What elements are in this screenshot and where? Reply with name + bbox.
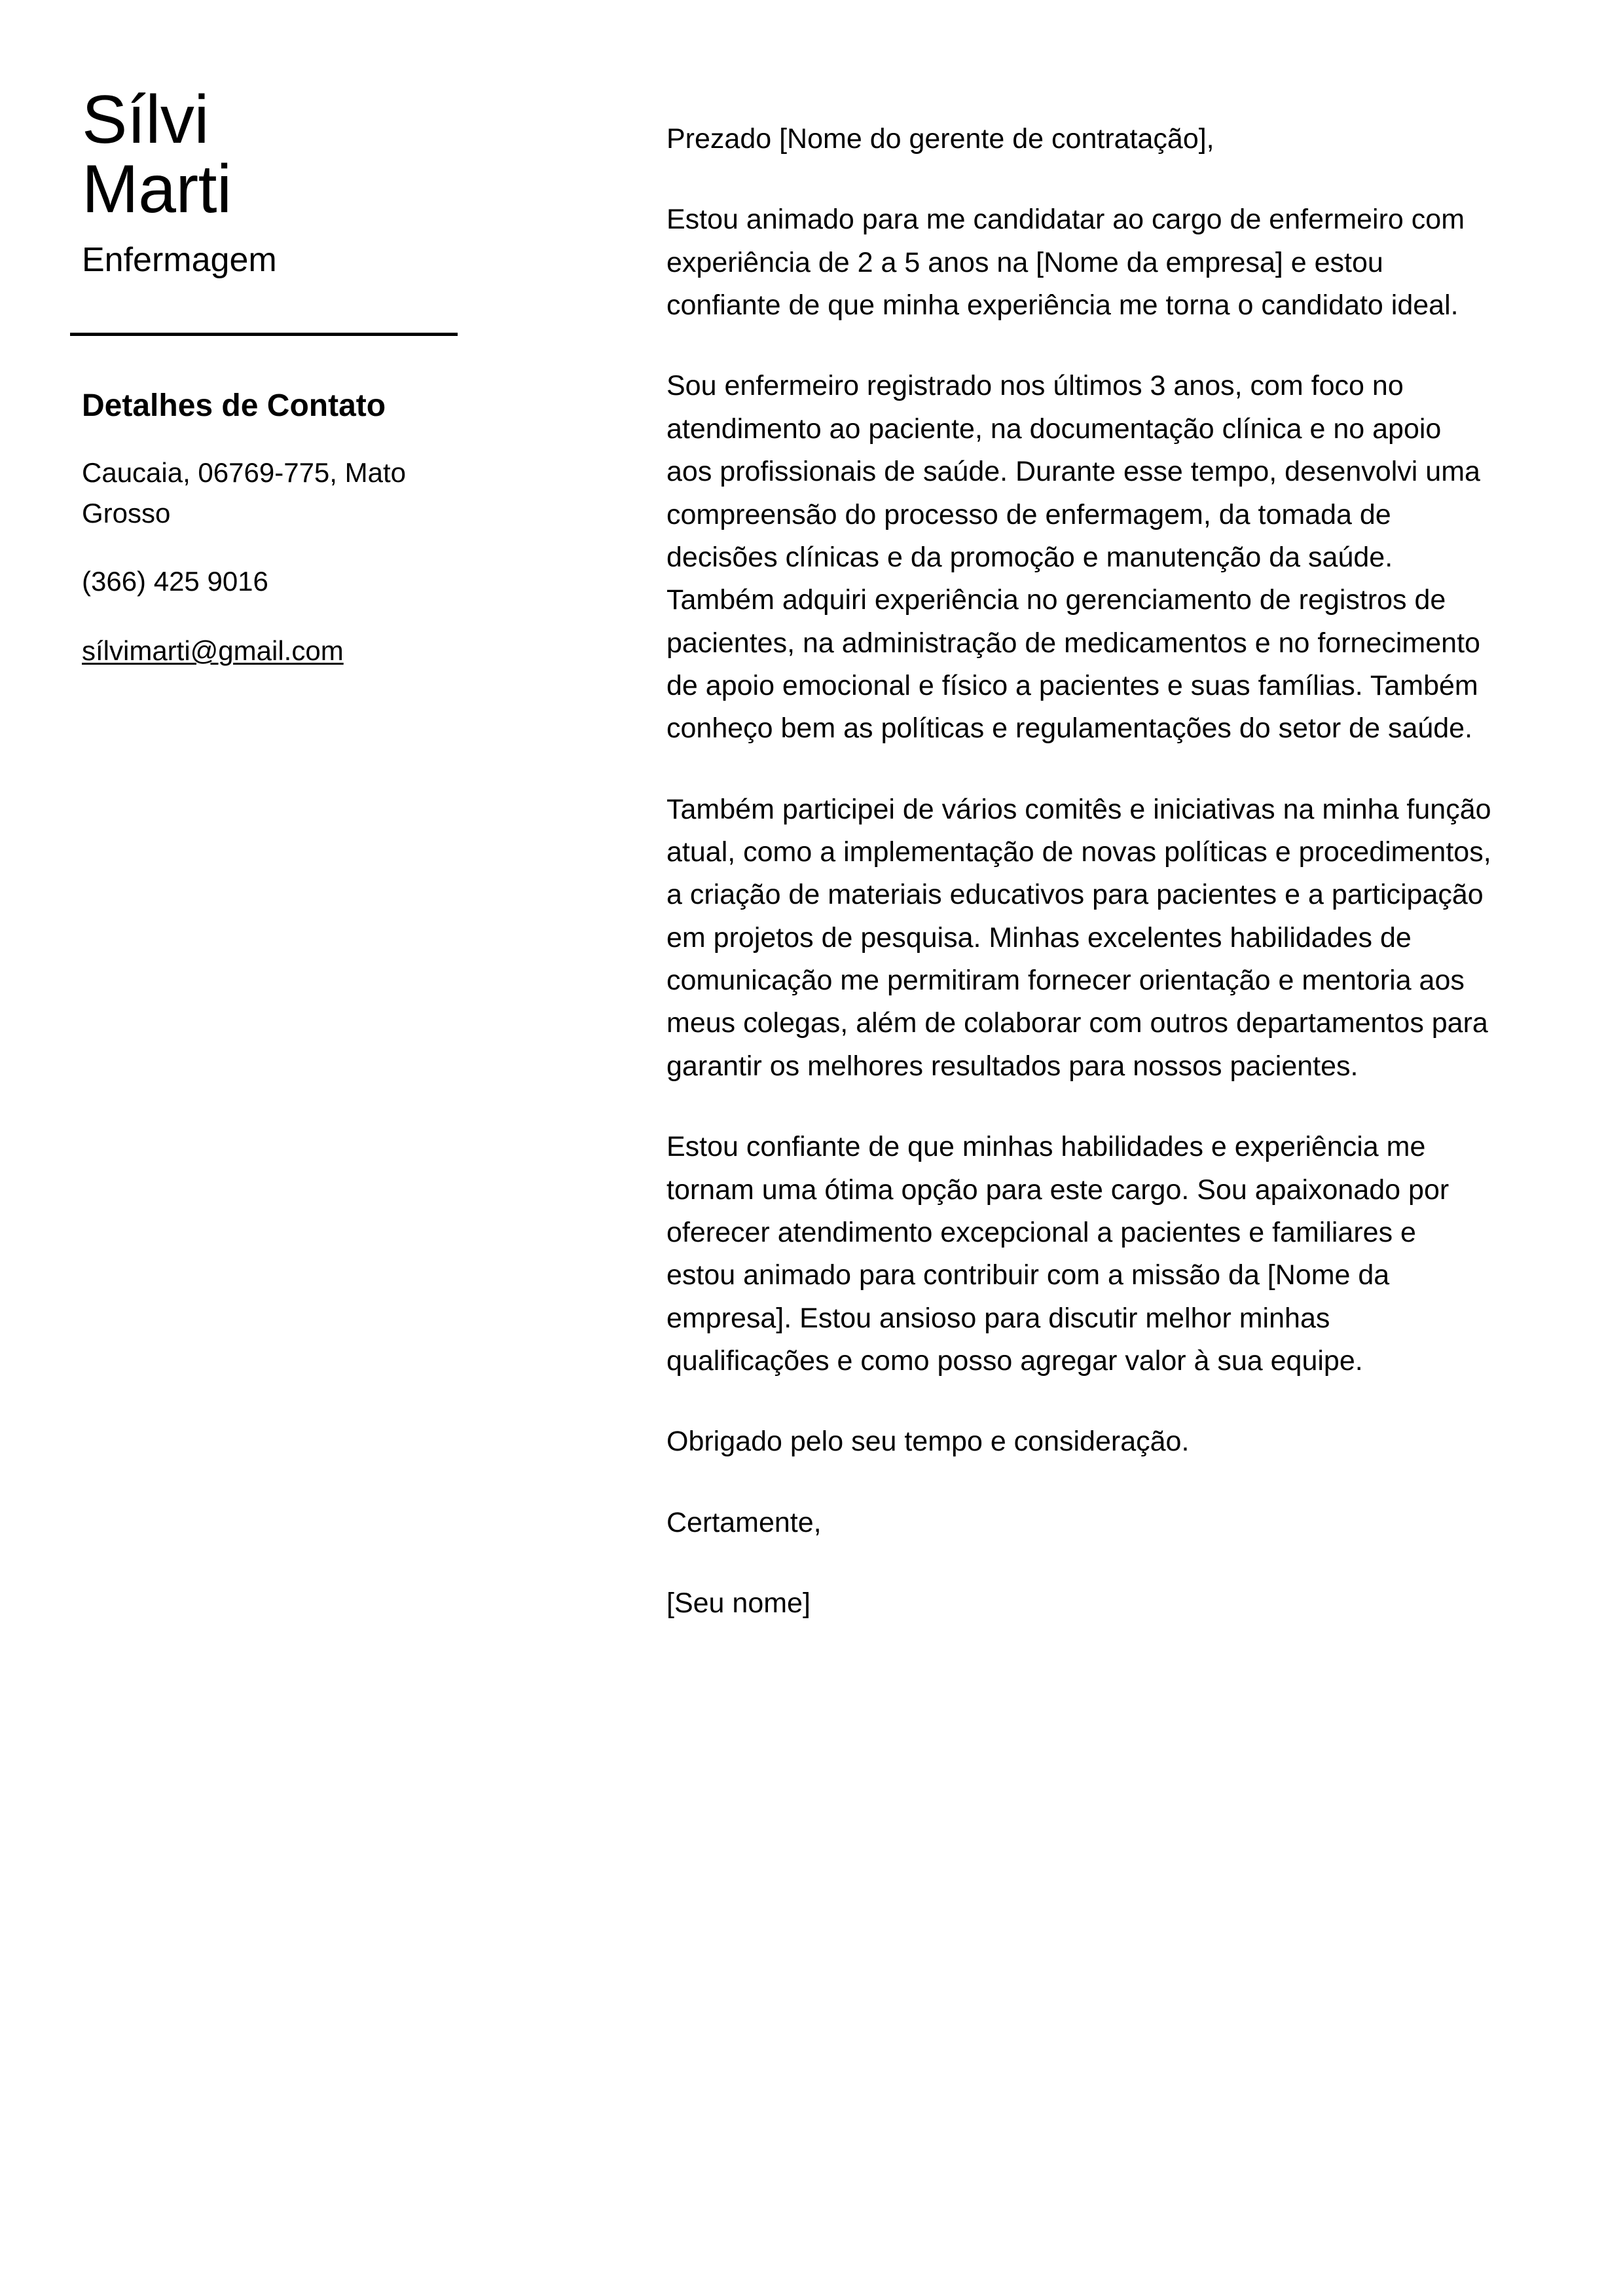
- contact-email[interactable]: [82, 631, 448, 671]
- contact-details-heading: Detalhes de Contato: [82, 388, 386, 423]
- applicant-last-name: Marti: [82, 151, 232, 228]
- letter-paragraph-4: Estou confiante de que minhas habilidades e experiência me tornam uma ótima opção para este cargo. Sou apaixonado por oferecer atendimento excepcional a pacientes e familiares e estou animado para contribuir com a missão da [Nome da empresa]. Estou ansioso para discutir melhor minhas qualificações e como posso agregar valor à sua equipe.: [666, 1131, 1450, 1377]
- email-link[interactable]: sílvimarti@gmail.com: [82, 635, 344, 667]
- letter-body: [666, 118, 1493, 1625]
- applicant-job-title: Enfermagem: [82, 241, 277, 280]
- letter-paragraph-1: Estou animado para me candidatar ao cargo de enfermeiro com experiência de 2 a 5 anos na [Nome da empresa] e estou confiante de que minha experiência me torna o candidato ideal.: [666, 204, 1465, 322]
- letter-salutation: Prezado [Nome do gerente de contratação],: [666, 123, 1214, 155]
- applicant-first-name: Sílvi: [82, 82, 209, 158]
- letter-paragraph-2: Sou enfermeiro registrado nos últimos 3 anos, com foco no atendimento ao paciente, na documentação clínica e no apoio aos profissionais de saúde. Durante esse tempo, desenvolvi uma compreensão do processo de enfermagem, da tomada de decisões clínicas e da promoção e manutenção da saúde. Também adquiri experiência no gerenciamento de registros de pacientes, na administração de medicamentos e no fornecimento de apoio emocional e físico a pacientes e suas famílias. Também conheço bem as políticas e regulamentações do setor de saúde.: [666, 370, 1480, 745]
- contact-details-list: [82, 453, 501, 672]
- header-divider: [70, 333, 458, 336]
- contact-address: Caucaia, 06769-775, Mato Grosso: [82, 456, 406, 528]
- contact-phone[interactable]: (366) 425 9016: [82, 565, 268, 597]
- sidebar: [82, 82, 501, 671]
- letter-thanks: Obrigado pelo seu tempo e consideração.: [666, 1426, 1190, 1458]
- applicant-name: [82, 82, 501, 228]
- letter-closing: Certamente,: [666, 1506, 822, 1538]
- letter-paragraph-3: Também participei de vários comitês e iniciativas na minha função atual, como a implementação de novas políticas e procedimentos, a criação de materiais educativos para pacientes e a participação em projetos de pesquisa. Minhas excelentes habilidades de comunicação me permitiram fornecer orientação e mentoria aos meus colegas, além de colaborar com outros departamentos para garantir os melhores resultados para nossos pacientes.: [666, 793, 1491, 1082]
- letter-signature: [Seu nome]: [666, 1587, 811, 1620]
